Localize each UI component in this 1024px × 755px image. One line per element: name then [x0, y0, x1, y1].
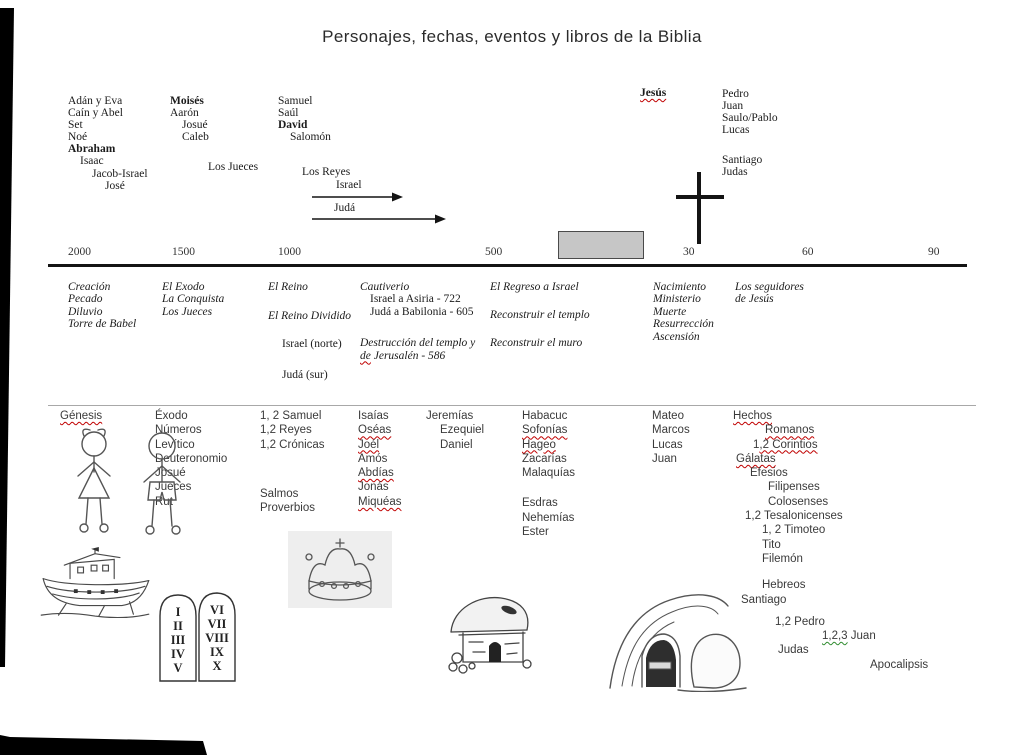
- text-segment: 1,2 Crónicas: [260, 438, 325, 451]
- list-item: [260, 423, 325, 437]
- text-segment: Oséas: [358, 424, 392, 437]
- text-segment: Los Reyes: [302, 166, 351, 178]
- list-item: [80, 155, 148, 167]
- list-item: [653, 318, 714, 330]
- text-segment: Diluvio: [68, 305, 103, 318]
- list-item: [768, 495, 928, 509]
- list-item: [733, 409, 928, 423]
- list-item: [652, 423, 690, 437]
- text-segment: Los seguidores: [735, 281, 804, 293]
- israel-arrow: [312, 191, 404, 203]
- list-item: [440, 438, 484, 452]
- text-segment: 1500: [172, 246, 195, 258]
- noahs-ark-figure: [36, 546, 154, 618]
- list-item: [260, 487, 325, 501]
- list-item: [802, 246, 814, 258]
- list-item: [652, 452, 690, 466]
- events-kingdom-column: [268, 281, 351, 382]
- events-jesus-column: [653, 281, 714, 343]
- list-item: [162, 293, 224, 305]
- text-segment: Filipenses: [768, 481, 820, 494]
- books-history-column: [260, 409, 325, 515]
- list-item: [268, 310, 351, 322]
- exodus-column: [170, 95, 209, 143]
- text-segment: Reconstruir el muro: [490, 336, 583, 349]
- events-return-column: [490, 281, 590, 349]
- text-segment: La Conquista: [162, 293, 225, 306]
- label-jesus: [640, 87, 666, 99]
- tablet-numeral: VI: [210, 603, 224, 617]
- text-segment: 1: [753, 438, 760, 451]
- text-segment: Esdras: [522, 497, 558, 510]
- list-item: [68, 293, 136, 305]
- list-item: [741, 593, 928, 607]
- list-item: [182, 131, 209, 143]
- list-item: [652, 438, 690, 452]
- events-captivity-column: [360, 281, 475, 362]
- list-item: [182, 119, 209, 131]
- text-segment: Juan: [652, 452, 677, 465]
- text-segment: Jeremías: [426, 410, 474, 422]
- text-segment: 1,2 Reyes: [260, 424, 312, 437]
- text-segment: Santiago: [722, 154, 763, 167]
- text-segment: 1,2 Tesalonicenses: [745, 510, 843, 523]
- list-item: [68, 318, 136, 330]
- books-genesis-column: [60, 409, 102, 423]
- list-item: [290, 131, 331, 143]
- text-segment: Samuel: [278, 95, 313, 107]
- text-segment: Salomón: [290, 131, 331, 144]
- text-segment: Hageo: [522, 438, 556, 451]
- list-item: [370, 306, 475, 318]
- text-segment: Colosenses: [768, 495, 829, 508]
- books-minor-prophets-column: [522, 409, 575, 539]
- list-item: [775, 615, 928, 629]
- text-segment: Ezequiel: [440, 424, 485, 437]
- list-item: [278, 119, 331, 131]
- text-segment: Judá: [334, 202, 356, 214]
- list-item: [360, 350, 475, 362]
- text-segment: Isaac: [80, 155, 104, 168]
- text-segment: Miquéas: [358, 495, 402, 508]
- text-segment: 1,2 Pedro: [775, 615, 825, 628]
- list-item: [260, 438, 325, 452]
- text-segment: 2000: [68, 246, 91, 258]
- text-segment: Salmos: [260, 487, 299, 500]
- text-segment: Israel (norte): [282, 337, 342, 350]
- label-israel: [336, 179, 362, 191]
- list-item: [105, 180, 148, 192]
- list-item: [92, 168, 148, 180]
- list-item: [762, 523, 928, 537]
- list-item: [653, 293, 714, 305]
- list-item: [490, 337, 590, 349]
- list-item: [278, 95, 331, 107]
- text-segment: Tito: [762, 538, 781, 551]
- text-segment: Mateo: [652, 410, 684, 422]
- text-segment: Judá a Babilonia - 605: [370, 305, 474, 318]
- text-segment: Pecado: [68, 293, 103, 306]
- text-segment: Pedro: [722, 88, 749, 100]
- list-item: [170, 107, 209, 119]
- list-item: [722, 88, 778, 100]
- list-item: [653, 306, 714, 318]
- text-segment: Gálatas: [736, 452, 776, 465]
- list-item: [653, 281, 714, 293]
- books-prophets-column: [358, 409, 401, 509]
- list-item: [822, 629, 928, 643]
- list-item: [68, 131, 148, 143]
- tablet-numeral: VIII: [205, 631, 229, 645]
- books-epistles-column: [733, 409, 928, 672]
- text-segment: Abraham: [68, 143, 116, 156]
- list-item: [260, 501, 325, 515]
- events-creation-column: [68, 281, 136, 331]
- text-segment: José: [105, 179, 125, 192]
- list-item: [522, 525, 575, 539]
- list-item: [522, 423, 575, 437]
- text-segment: Judas: [778, 644, 809, 657]
- text-segment: ,2 Corintios: [759, 438, 818, 451]
- list-item: [282, 369, 351, 381]
- label-los-reyes: [302, 166, 350, 178]
- list-item: [358, 423, 401, 437]
- text-segment: Hechos: [733, 410, 772, 422]
- list-item: [358, 480, 401, 494]
- books-gospels-column: [652, 409, 690, 466]
- text-segment: Nehemías: [522, 511, 575, 524]
- text-segment: Juan: [847, 630, 876, 643]
- text-segment: Amós: [358, 452, 388, 465]
- text-segment: 1000: [278, 246, 301, 258]
- crown-figure: [288, 531, 392, 608]
- text-segment: Jacob-Israel: [92, 167, 148, 180]
- list-item: [490, 309, 590, 321]
- list-item: [358, 495, 401, 509]
- juda-arrow: [312, 213, 448, 225]
- text-segment: Jonás: [358, 481, 389, 494]
- tablet-numeral: IX: [210, 645, 224, 659]
- text-segment: Adán y Eva: [68, 95, 123, 107]
- text-segment: Los Jueces: [208, 161, 259, 173]
- text-segment: Hebreos: [762, 579, 806, 592]
- text-segment: Saulo/Pablo: [722, 112, 778, 125]
- timeline-gray-box: [558, 231, 644, 259]
- text-segment: Caín y Abel: [68, 107, 123, 120]
- list-item: [522, 452, 575, 466]
- text-segment: Lucas: [722, 124, 750, 137]
- list-item: [490, 281, 590, 293]
- books-major-prophets-column: [426, 409, 484, 452]
- kings-column: [278, 95, 331, 143]
- text-segment: Efesios: [750, 467, 788, 480]
- text-segment: Proverbios: [260, 502, 315, 515]
- list-item: [440, 423, 484, 437]
- text-segment: Israel: [336, 179, 362, 191]
- text-segment: Jerusalén - 586: [370, 349, 446, 362]
- text-segment: El Regreso a Israel: [490, 281, 579, 293]
- list-item: [358, 409, 401, 423]
- text-segment: Joél: [358, 438, 380, 451]
- list-item: [360, 337, 475, 349]
- text-segment: Juan: [722, 100, 744, 113]
- text-segment: Reconstruir el templo: [490, 309, 590, 322]
- list-item: [68, 306, 136, 318]
- text-segment: Israel a Asiria - 722: [370, 293, 461, 306]
- text-segment: Noé: [68, 131, 88, 144]
- text-segment: Caleb: [182, 131, 209, 144]
- events-exodus-column: [162, 281, 224, 318]
- list-item: [522, 496, 575, 510]
- list-item: [282, 338, 351, 350]
- list-item: [170, 95, 209, 107]
- text-segment: 30: [683, 246, 695, 258]
- text-segment: 1,2,3: [822, 630, 848, 643]
- text-segment: Los Jueces: [162, 305, 213, 318]
- list-item: [358, 452, 401, 466]
- text-segment: Destrucción del templo y: [360, 337, 476, 350]
- text-segment: Jesús: [640, 87, 667, 99]
- tablet-numeral: VII: [207, 617, 227, 631]
- text-segment: Ministerio: [653, 293, 701, 306]
- text-segment: Ascensión: [653, 330, 700, 343]
- text-segment: Sofonías: [522, 424, 568, 437]
- list-item: [426, 409, 484, 423]
- list-item: [722, 154, 778, 166]
- text-segment: Cautiverio: [360, 281, 410, 293]
- list-item: [778, 643, 928, 657]
- list-item: [870, 658, 928, 672]
- tablet-numeral: V: [173, 661, 183, 675]
- text-segment: Saúl: [278, 107, 299, 120]
- text-segment: Filemón: [762, 552, 803, 565]
- text-segment: 1, 2 Timoteo: [762, 524, 826, 537]
- patriarchs-column: [68, 95, 148, 192]
- text-segment: Zacarías: [522, 452, 567, 465]
- text-segment: El Exodo: [162, 281, 205, 293]
- list-item: [268, 281, 351, 293]
- text-segment: Génesis: [60, 410, 103, 422]
- list-item: [653, 331, 714, 343]
- commandments-tablets-figure: [155, 588, 240, 683]
- list-item: [735, 281, 804, 293]
- list-item: [736, 452, 928, 466]
- list-item: [68, 107, 148, 119]
- text-segment: Torre de Babel: [68, 318, 137, 331]
- list-item: [260, 409, 325, 423]
- tablet-numeral: IV: [171, 647, 185, 661]
- tablet-numeral: X: [212, 659, 222, 673]
- list-item: [68, 246, 91, 258]
- text-segment: Deuteronomio: [155, 452, 228, 465]
- events-followers-column: [735, 281, 804, 306]
- text-segment: Lucas: [652, 438, 683, 451]
- list-item: [68, 119, 148, 131]
- text-segment: Judas: [722, 166, 748, 179]
- text-segment: Nacimiento: [653, 281, 707, 293]
- list-item: [762, 578, 928, 592]
- list-item: [652, 409, 690, 423]
- list-item: [278, 107, 331, 119]
- list-item: [522, 438, 575, 452]
- empty-tomb-figure: [608, 582, 750, 692]
- list-item: [768, 480, 928, 494]
- list-item: [762, 538, 928, 552]
- list-item: [358, 466, 401, 480]
- list-item: [68, 281, 136, 293]
- list-item: [722, 100, 778, 112]
- text-segment: Aarón: [170, 107, 199, 120]
- list-item: [722, 166, 778, 178]
- adam-eve-figure: [60, 424, 200, 539]
- list-item: [172, 246, 195, 258]
- text-segment: Ester: [522, 526, 549, 539]
- text-segment: Habacuc: [522, 410, 568, 422]
- cross-icon-bar: [676, 195, 724, 199]
- text-segment: Daniel: [440, 438, 473, 451]
- text-segment: Resurrección: [653, 318, 714, 331]
- label-los-jueces: [208, 161, 258, 173]
- text-segment: Levítico: [155, 438, 195, 451]
- list-item: [60, 409, 102, 423]
- list-item: [155, 409, 227, 423]
- text-segment: Malaquías: [522, 467, 576, 480]
- list-item: [683, 246, 695, 258]
- page-title: Personajes, fechas, eventos y libros de la Biblia: [322, 27, 702, 46]
- list-item: [762, 552, 928, 566]
- text-segment: Set: [68, 119, 83, 132]
- text-segment: Abdías: [358, 467, 394, 480]
- text-segment: Números: [155, 424, 202, 437]
- list-item: [928, 246, 940, 258]
- list-item: [162, 281, 224, 293]
- apostles-column: [722, 88, 778, 179]
- text-segment: David: [278, 119, 308, 132]
- list-item: [360, 281, 475, 293]
- list-item: [358, 438, 401, 452]
- text-segment: 1, 2 Samuel: [260, 410, 322, 422]
- text-segment: 90: [928, 246, 940, 258]
- list-item: [68, 95, 148, 107]
- text-segment: Josué: [155, 467, 186, 480]
- text-segment: Muerte: [653, 305, 687, 318]
- list-item: [735, 293, 804, 305]
- text-segment: Moisés: [170, 95, 204, 107]
- text-segment: de Jesús: [735, 293, 774, 306]
- text-segment: Judá (sur): [282, 369, 328, 382]
- list-item: [753, 438, 928, 452]
- text-segment: Isaías: [358, 410, 389, 422]
- list-item: [722, 112, 778, 124]
- cross-icon: [697, 172, 701, 244]
- tablet-numeral: III: [170, 633, 186, 647]
- text-segment: El Reino: [268, 281, 308, 293]
- list-item: [522, 466, 575, 480]
- text-segment: 500: [485, 246, 503, 258]
- text-segment: Apocalipsis: [870, 658, 929, 671]
- list-item: [278, 246, 301, 258]
- list-item: [370, 293, 475, 305]
- list-item: [745, 509, 928, 523]
- text-segment: Creación: [68, 281, 111, 293]
- section-divider: [48, 405, 976, 406]
- text-segment: Rut: [155, 495, 173, 508]
- text-segment: Romanos: [765, 424, 815, 437]
- text-segment: El Reino Dividido: [268, 310, 352, 323]
- text-segment: Marcos: [652, 424, 690, 437]
- list-item: [522, 511, 575, 525]
- tablet-numeral: I: [175, 605, 181, 619]
- tablet-numeral: II: [173, 619, 183, 633]
- list-item: [68, 143, 148, 155]
- text-segment: Josué: [182, 119, 208, 132]
- list-item: [522, 409, 575, 423]
- timeline-axis: [48, 264, 967, 267]
- stone-hut-figure: [443, 592, 535, 674]
- list-item: [750, 466, 928, 480]
- text-segment: Santiago: [741, 593, 787, 606]
- list-item: [765, 423, 928, 437]
- text-segment: Jueces: [155, 481, 192, 494]
- text-segment: de: [360, 349, 371, 362]
- list-item: [162, 306, 224, 318]
- list-item: [722, 124, 778, 136]
- text-segment: 60: [802, 246, 814, 258]
- text-segment: Éxodo: [155, 410, 188, 422]
- list-item: [485, 246, 502, 258]
